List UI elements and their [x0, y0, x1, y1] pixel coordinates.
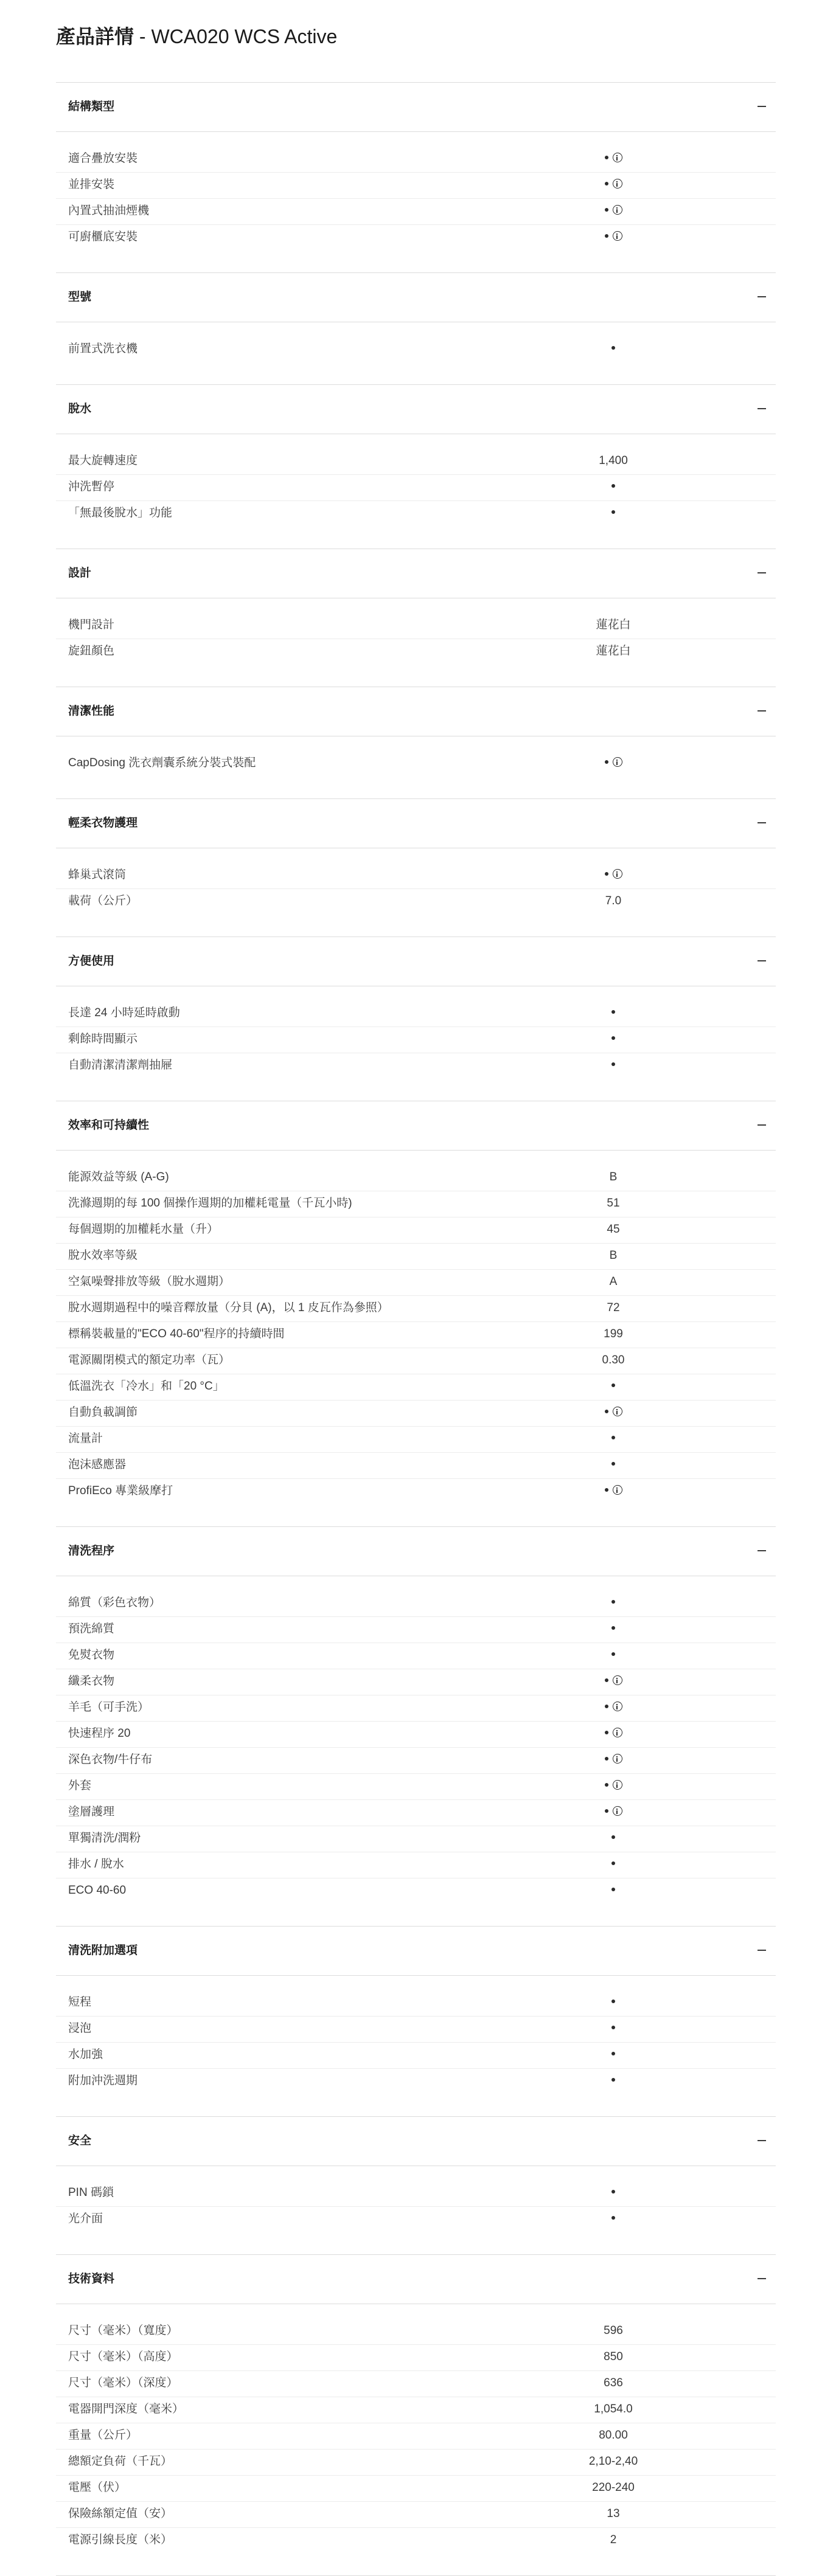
- bullet-icon: [611, 1010, 615, 1014]
- bullet-icon: [611, 1888, 615, 1891]
- spec-value: [552, 1217, 674, 1242]
- info-icon[interactable]: [613, 1485, 622, 1495]
- spec-value: [552, 1000, 674, 1026]
- spec-value: [552, 1348, 674, 1373]
- spec-row: [56, 1321, 776, 1348]
- spec-value: [552, 1269, 674, 1295]
- bullet-icon: [611, 1626, 615, 1630]
- spec-row: [56, 1773, 776, 1800]
- spec-value: [552, 639, 674, 664]
- spec-row: [56, 2397, 776, 2423]
- spec-row: [56, 1243, 776, 1270]
- section-title: 效率和可持續性: [68, 1119, 150, 1132]
- spec-label: 標稱裝載量的"ECO 40-60"程序的持續時間: [68, 1328, 285, 1340]
- spec-label: 沖洗暫停: [68, 480, 115, 493]
- spec-row: [56, 2068, 776, 2094]
- spec-value: [552, 2397, 674, 2422]
- spec-value-text: B: [609, 1249, 618, 1262]
- section-header-toggle[interactable]: [56, 1101, 776, 1151]
- info-icon[interactable]: [613, 205, 622, 215]
- spec-label: 浸泡: [68, 2022, 92, 2035]
- spec-value: [552, 1053, 674, 1078]
- spec-label: 能源效益等級 (A-G): [68, 1171, 169, 1183]
- spec-label: 尺寸（毫米）（寬度）: [68, 2324, 178, 2337]
- spec-label: 電源關閉模式的額定功率（瓦）: [68, 1354, 231, 1366]
- spec-value-text: 13: [607, 2507, 620, 2520]
- section-header-toggle[interactable]: [56, 2116, 776, 2166]
- section-title: 脫水: [68, 403, 92, 415]
- spec-value: [552, 146, 674, 171]
- spec-value: [552, 1878, 674, 1903]
- spec-label: 內置式抽油煙機: [68, 204, 150, 217]
- spec-row: [56, 639, 776, 665]
- section-header-toggle[interactable]: [56, 272, 776, 322]
- spec-value-text: 1,400: [599, 454, 628, 467]
- section-title: 清洗附加選項: [68, 1944, 138, 1957]
- section-title: 安全: [68, 2135, 92, 2147]
- spec-value: [552, 2475, 674, 2501]
- section-header-toggle[interactable]: [56, 549, 776, 598]
- bullet-icon: [605, 156, 608, 159]
- spec-value: [552, 2180, 674, 2206]
- spec-label: 快速程序 20: [68, 1727, 131, 1740]
- section-title: 設計: [68, 567, 92, 580]
- spec-label: 載荷（公斤）: [68, 895, 138, 907]
- spec-value-text: 7.0: [605, 895, 622, 907]
- spec-label: 免熨衣物: [68, 1649, 115, 1661]
- section-title: 型號: [68, 291, 92, 303]
- spec-row: [56, 1721, 776, 1748]
- section-header-toggle[interactable]: [56, 1526, 776, 1576]
- spec-value: [552, 1773, 674, 1799]
- collapse-minus-icon[interactable]: [758, 822, 766, 823]
- spec-label: 保險絲額定值（安）: [68, 2507, 173, 2520]
- spec-value-text: 636: [604, 2377, 623, 2389]
- section-title: 技術資料: [68, 2273, 115, 2285]
- bullet-icon: [611, 1436, 615, 1439]
- spec-label: 旋鈕顏色: [68, 645, 115, 657]
- spec-row: [56, 1400, 776, 1427]
- spec-row: [56, 1747, 776, 1774]
- spec-row: [56, 500, 776, 527]
- info-icon[interactable]: [613, 1780, 622, 1790]
- spec-label: 前置式洗衣機: [68, 342, 138, 355]
- spec-label: 附加沖洗週期: [68, 2074, 138, 2087]
- section-header-toggle[interactable]: [56, 687, 776, 736]
- spec-row: [56, 172, 776, 199]
- collapse-minus-icon[interactable]: [758, 1550, 766, 1551]
- spec-value-text: B: [609, 1171, 618, 1183]
- spec-row: [56, 1878, 776, 1904]
- spec-value: [552, 1321, 674, 1347]
- spec-label: 電源引線長度（米）: [68, 2533, 173, 2546]
- spec-value: [552, 1295, 674, 1321]
- spec-value: [552, 1695, 674, 1720]
- spec-row: [56, 2180, 776, 2207]
- spec-value: [552, 2318, 674, 2344]
- spec-row: [56, 862, 776, 889]
- spec-label: 尺寸（毫米）（深度）: [68, 2377, 178, 2389]
- spec-row: [56, 2370, 776, 2397]
- spec-value: [552, 2370, 674, 2396]
- spec-row: [56, 1000, 776, 1027]
- spec-label: 空氣噪聲排放等級（脫水週期）: [68, 1275, 231, 1288]
- spec-row: [56, 1295, 776, 1322]
- spec-row: [56, 1669, 776, 1695]
- spec-row: [56, 1348, 776, 1374]
- section-title: 清潔性能: [68, 705, 115, 718]
- bullet-icon: [611, 2216, 615, 2220]
- bullet-icon: [611, 1062, 615, 1066]
- spec-label: 纖柔衣物: [68, 1675, 115, 1688]
- spec-value-text: 1,054.0: [594, 2403, 633, 2415]
- spec-value: [552, 750, 674, 776]
- spec-row: [56, 2527, 776, 2553]
- info-icon[interactable]: [613, 1407, 622, 1416]
- spec-label: 剩餘時間顯示: [68, 1033, 138, 1045]
- spec-label: 排水 / 脫水: [68, 1858, 124, 1871]
- spec-label: 長達 24 小時延時啟動: [68, 1006, 180, 1019]
- spec-value-text: 51: [607, 1197, 620, 1210]
- spec-value-text: 199: [604, 1328, 623, 1340]
- spec-row: [56, 2344, 776, 2371]
- section-header-toggle[interactable]: [56, 1926, 776, 1976]
- spec-label: 塗層護理: [68, 1806, 115, 1818]
- info-icon[interactable]: [613, 1702, 622, 1711]
- bullet-icon: [611, 2190, 615, 2193]
- spec-row: [56, 1165, 776, 1191]
- bullet-icon: [611, 484, 615, 488]
- spec-label: 最大旋轉速度: [68, 454, 138, 467]
- spec-row: [56, 1217, 776, 1244]
- spec-row: [56, 2423, 776, 2450]
- spec-row: [56, 1799, 776, 1826]
- bullet-icon: [611, 1383, 615, 1387]
- bullet-icon: [605, 1678, 608, 1682]
- spec-label: 機門設計: [68, 618, 115, 631]
- spec-row: [56, 750, 776, 777]
- spec-value: [552, 1721, 674, 1747]
- spec-label: 自動負載調節: [68, 1406, 138, 1419]
- spec-value-text: 45: [607, 1223, 620, 1236]
- spec-value: [552, 888, 674, 914]
- collapse-minus-icon[interactable]: [758, 1950, 766, 1951]
- spec-value: [552, 612, 674, 638]
- spec-row: [56, 1452, 776, 1479]
- bullet-icon: [605, 208, 608, 212]
- collapse-minus-icon[interactable]: [758, 296, 766, 297]
- info-icon[interactable]: [613, 153, 622, 162]
- section-title: 輕柔衣物護理: [68, 817, 138, 829]
- bullet-icon: [611, 1036, 615, 1040]
- spec-label: ECO 40-60: [68, 1884, 127, 1897]
- spec-row: [56, 1269, 776, 1296]
- bullet-icon: [605, 1809, 608, 1813]
- spec-value: [552, 1643, 674, 1668]
- spec-value-text: 72: [607, 1301, 620, 1314]
- spec-label: 光介面: [68, 2212, 103, 2225]
- collapse-minus-icon[interactable]: [758, 960, 766, 961]
- spec-value: [552, 1243, 674, 1269]
- spec-row: [56, 2042, 776, 2069]
- bullet-icon: [605, 760, 608, 764]
- spec-row: [56, 448, 776, 475]
- spec-value: [552, 474, 674, 500]
- spec-label: 電器開門深度（毫米）: [68, 2403, 184, 2415]
- bullet-icon: [611, 1835, 615, 1839]
- spec-value: [552, 1191, 674, 1216]
- spec-value-text: 2,10-2,40: [588, 2455, 638, 2468]
- spec-label: 蜂巢式滾筒: [68, 868, 127, 881]
- bullet-icon: [611, 1652, 615, 1656]
- spec-row: [56, 1616, 776, 1643]
- spec-label: 羊毛（可手洗）: [68, 1701, 150, 1714]
- spec-row: [56, 1191, 776, 1217]
- spec-row: [56, 1643, 776, 1669]
- section-header-toggle[interactable]: [56, 798, 776, 848]
- spec-value-text: 蓮花白: [596, 618, 631, 631]
- spec-row: [56, 2475, 776, 2502]
- spec-value: [552, 1478, 674, 1504]
- spec-value: [552, 1799, 674, 1825]
- info-icon[interactable]: [613, 231, 622, 241]
- info-icon[interactable]: [613, 1806, 622, 1816]
- spec-value: [552, 172, 674, 198]
- spec-value: [552, 2449, 674, 2474]
- page-title-model: - WCA020 WCS Active: [134, 26, 338, 47]
- spec-value: [552, 1990, 674, 2015]
- collapse-minus-icon[interactable]: [758, 408, 766, 409]
- spec-value: [552, 1590, 674, 1616]
- bullet-icon: [611, 1462, 615, 1466]
- bullet-icon: [605, 1731, 608, 1734]
- spec-label: 單獨清洗/潤粉: [68, 1832, 141, 1844]
- bullet-icon: [611, 2026, 615, 2029]
- spec-row: [56, 1478, 776, 1504]
- spec-value: [552, 1669, 674, 1694]
- section-title: 方便使用: [68, 955, 115, 968]
- spec-value-text: 596: [604, 2324, 623, 2337]
- spec-label: 低溫洗衣「冷水」和「20 °C」: [68, 1380, 225, 1393]
- section-title: 結構類型: [68, 100, 115, 113]
- spec-value: [552, 1426, 674, 1452]
- spec-label: 流量計: [68, 1432, 103, 1445]
- spec-row: [56, 1826, 776, 1852]
- spec-value: [552, 1452, 674, 1478]
- spec-value: [552, 448, 674, 474]
- spec-value-text: 蓮花白: [596, 645, 631, 657]
- spec-value: [552, 2042, 674, 2068]
- spec-row: [56, 612, 776, 639]
- spec-label: 水加強: [68, 2048, 103, 2061]
- spec-value: [552, 2423, 674, 2448]
- spec-label: 總額定負荷（千瓦）: [68, 2455, 173, 2468]
- spec-label: 洗滌週期的每 100 個操作週期的加權耗電量（千瓦小時): [68, 1197, 352, 1210]
- spec-label: 泡沫感應器: [68, 1458, 127, 1471]
- section-header-toggle[interactable]: [56, 82, 776, 132]
- info-icon[interactable]: [613, 1728, 622, 1737]
- bullet-icon: [605, 182, 608, 185]
- bullet-icon: [605, 1705, 608, 1708]
- spec-label: 重量（公斤）: [68, 2429, 138, 2442]
- spec-label: 尺寸（毫米）（高度）: [68, 2350, 178, 2363]
- info-icon[interactable]: [613, 179, 622, 189]
- spec-label: CapDosing 洗衣劑囊系統分裝式裝配: [68, 757, 256, 769]
- spec-value: [552, 1400, 674, 1425]
- spec-value: [552, 1852, 674, 1877]
- spec-label: 深色衣物/牛仔布: [68, 1753, 153, 1766]
- spec-value: [552, 224, 674, 250]
- bullet-icon: [605, 234, 608, 238]
- spec-row: [56, 2449, 776, 2476]
- spec-row: [56, 1027, 776, 1053]
- info-icon[interactable]: [613, 869, 622, 879]
- spec-row: [56, 1053, 776, 1079]
- spec-value: [552, 1747, 674, 1773]
- bullet-icon: [611, 2078, 615, 2082]
- spec-value-text: 850: [604, 2350, 623, 2363]
- spec-row: [56, 224, 776, 251]
- spec-value: [552, 2344, 674, 2370]
- spec-value-text: 2: [610, 2533, 617, 2546]
- spec-label: 適合疊放安裝: [68, 152, 138, 165]
- spec-row: [56, 1374, 776, 1401]
- spec-label: 脫水效率等級: [68, 1249, 138, 1262]
- spec-row: [56, 146, 776, 173]
- spec-value: [552, 1165, 674, 1190]
- spec-value: [552, 2016, 674, 2041]
- spec-value: [552, 2527, 674, 2553]
- bullet-icon: [611, 1600, 615, 1604]
- bullet-icon: [605, 1410, 608, 1413]
- spec-label: 預洗綿質: [68, 1622, 115, 1635]
- spec-row: [56, 2501, 776, 2528]
- spec-label: 並排安裝: [68, 178, 115, 191]
- spec-value: [552, 1027, 674, 1052]
- spec-value: [552, 862, 674, 888]
- spec-row: [56, 1852, 776, 1878]
- section-header-toggle[interactable]: [56, 2254, 776, 2304]
- bullet-icon: [611, 2000, 615, 2003]
- spec-value-text: 0.30: [602, 1354, 625, 1366]
- spec-label: 自動清潔清潔劑抽屜: [68, 1059, 173, 1072]
- spec-value: [552, 1616, 674, 1642]
- collapse-minus-icon[interactable]: [758, 1124, 766, 1126]
- page-title-label: 產品詳情: [56, 26, 134, 47]
- bullet-icon: [605, 1757, 608, 1761]
- spec-row: [56, 2016, 776, 2043]
- spec-value: [552, 2068, 674, 2094]
- collapse-minus-icon[interactable]: [758, 2278, 766, 2279]
- spec-label: 電壓（伏）: [68, 2481, 127, 2494]
- spec-label: 綿質（彩色衣物）: [68, 1596, 161, 1609]
- bullet-icon: [611, 1861, 615, 1865]
- bullet-icon: [611, 2052, 615, 2055]
- spec-value-text: A: [609, 1275, 618, 1288]
- spec-label: PIN 碼鎖: [68, 2186, 114, 2199]
- info-icon[interactable]: [613, 1754, 622, 1764]
- collapse-minus-icon[interactable]: [758, 710, 766, 712]
- spec-value: [552, 500, 674, 526]
- collapse-minus-icon[interactable]: [758, 572, 766, 573]
- info-icon[interactable]: [613, 757, 622, 767]
- spec-value: [552, 198, 674, 224]
- spec-label: 脫水週期過程中的噪音釋放量（分貝 (A)，以 1 皮瓦作為參照）: [68, 1301, 389, 1314]
- spec-row: [56, 336, 776, 362]
- spec-value-text: 220-240: [592, 2481, 635, 2494]
- spec-row: [56, 2318, 776, 2345]
- spec-label: 「無最後脫水」功能: [68, 507, 173, 519]
- spec-label: 每個週期的加權耗水量（升）: [68, 1223, 219, 1236]
- collapse-minus-icon[interactable]: [758, 106, 766, 107]
- spec-value-text: 80.00: [599, 2429, 628, 2442]
- spec-row: [56, 2206, 776, 2232]
- spec-label: ProfiEco 專業級摩打: [68, 1484, 173, 1497]
- collapse-minus-icon[interactable]: [758, 2140, 766, 2141]
- page-title: [56, 24, 337, 49]
- spec-row: [56, 888, 776, 915]
- spec-label: 短程: [68, 1996, 92, 2009]
- spec-value: [552, 1826, 674, 1851]
- section-title: 清洗程序: [68, 1545, 115, 1557]
- spec-row: [56, 1695, 776, 1722]
- spec-value: [552, 2501, 674, 2527]
- bullet-icon: [605, 1783, 608, 1787]
- spec-value: [552, 336, 674, 362]
- spec-value: [552, 2206, 674, 2232]
- section-header-toggle[interactable]: [56, 937, 776, 986]
- bullet-icon: [605, 872, 608, 876]
- spec-label: 可廚櫃底安裝: [68, 230, 138, 243]
- spec-row: [56, 474, 776, 501]
- spec-label: 外套: [68, 1779, 92, 1792]
- info-icon[interactable]: [613, 1675, 622, 1685]
- spec-value: [552, 1374, 674, 1399]
- section-header-toggle[interactable]: [56, 384, 776, 434]
- spec-row: [56, 198, 776, 225]
- spec-row: [56, 1590, 776, 1617]
- bullet-icon: [611, 346, 615, 350]
- spec-row: [56, 1426, 776, 1453]
- bullet-icon: [611, 510, 615, 514]
- bullet-icon: [605, 1488, 608, 1492]
- spec-row: [56, 1990, 776, 2017]
